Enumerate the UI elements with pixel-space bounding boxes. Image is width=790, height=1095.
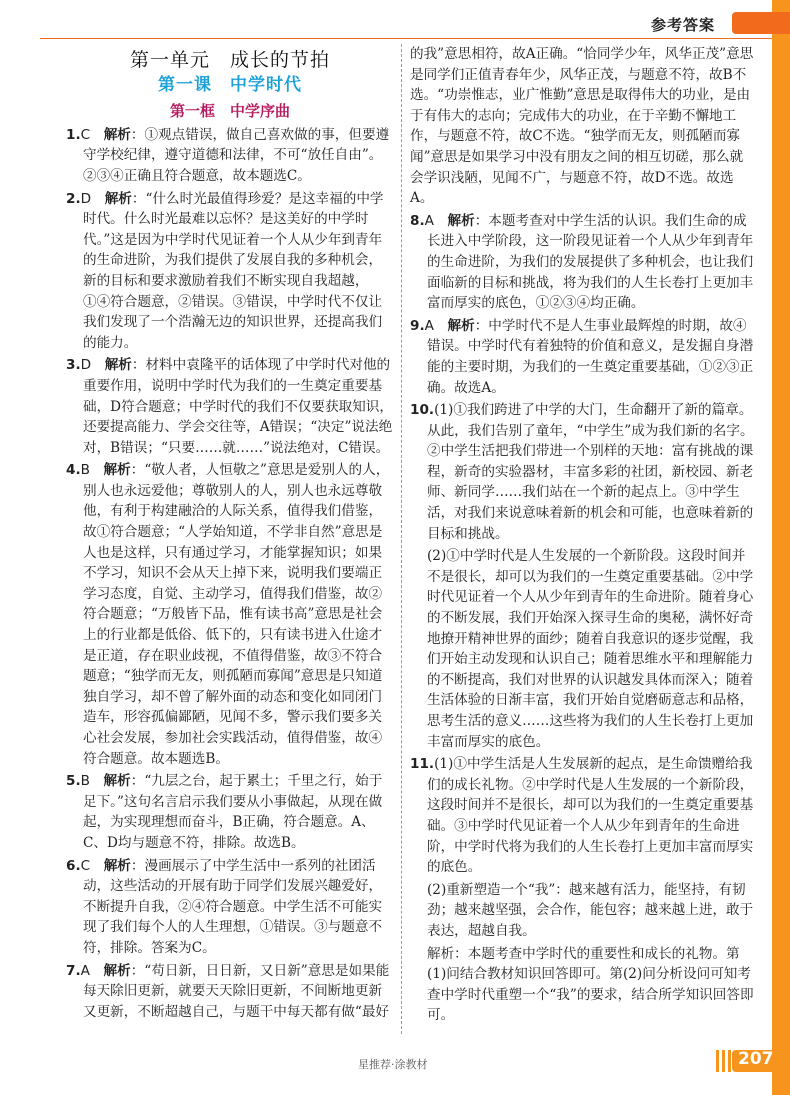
answer-text: ：中学时代不是人生事业最辉煌的时期，故④错误。中学时代有着独特的价值和意义，是发掘自身潜能的主要时期，为我们的一生奠定重要基础，①②③正确。故选A。	[427, 317, 754, 396]
answer-item	[66, 856, 394, 959]
footer-stripe	[716, 1050, 719, 1072]
question-number: 8.	[410, 212, 425, 229]
answer-item	[66, 961, 394, 1023]
question-number: 3.	[66, 357, 81, 374]
analysis-label: 解析	[104, 190, 132, 207]
answer-text: ：漫画展示了中学生活中一系列的社团活动，这些活动的开展有助于同学们发展兴趣爱好，不断提升自我，②④符合题意。中学生活不可能实现了我们每个人的人生理想，①错误。③与题意不符，排除。答案为C。	[83, 857, 383, 956]
answer-text: (1)①我们跨进了中学的大门，生命翻开了新的篇章。从此，我们告别了童年，“中学生”成为我们新的名字。②中学生活把我们带进一个别样的天地：富有挑战的课程，新奇的实验器材，丰富多彩的社团，新校园、新老师、新同学……我们站在一个新的起点上。③中学生活，对我们来说意味着新的机会和可能，也意味着新的目标和挑战。	[427, 402, 754, 542]
footer-brand: 星推荐·涂教材	[358, 1058, 428, 1071]
section-title: 第一框 中学序曲	[169, 102, 290, 121]
footer-stripe	[728, 1050, 731, 1072]
question-number: 4.	[66, 462, 81, 479]
answer-text: (2)重新塑造一个“我”：越来越有活力，能坚持，有韧劲；越来越坚强，会合作，能包容；越来越上进，敢于表达，超越自我。	[427, 881, 754, 939]
answer-text: ：①观点错误，做自己喜欢做的事，但要遵守学校纪律，遵守道德和法律，不可“放任自由”。②③④正确且符合题意，故本题选C。	[83, 126, 390, 184]
question-number: 1.	[66, 126, 81, 143]
analysis-label: 解析	[103, 857, 131, 874]
question-number: 5.	[66, 773, 81, 790]
answer-text: ：“什么时光最值得珍爱？是这幸福的中学时代。什么时光最难以忘怀？是这美好的中学时代。”这是因为中学时代见证着一个人从少年到青年的生命进阶，为我们提供了发展自我的多种机会，新的目标和要求激励着我们不断实现自我超越，①④符合题意，②错误。③错误，中学时代不仅让我们发现了一个浩瀚无边的知识世界，还提高我们的能力。	[83, 190, 384, 351]
left-column	[66, 44, 394, 1024]
answer-item	[410, 546, 756, 752]
answer-item	[410, 880, 756, 942]
column-divider	[401, 44, 402, 1034]
lesson-title: 第一课 中学时代	[158, 74, 302, 95]
answer-letter: B	[80, 462, 90, 479]
answer-item	[410, 754, 756, 878]
answer-item	[410, 44, 756, 209]
answer-item	[66, 125, 394, 187]
analysis-label: 解析	[447, 317, 475, 334]
answer-text: ：“苟日新，日日新，又日新”意思是如果能每天除旧更新，就要天天除旧更新，不间断地更新又更新，不断超越自己，与题干中每天都有做“最好	[83, 962, 390, 1020]
header-tab	[732, 12, 790, 34]
question-number: 11.	[410, 756, 435, 773]
answer-text: (2)①中学时代是人生发展的一个新阶段。这段时间并不是很长，却可以为我们的一生奠定重要基础。②中学时代见证着一个人从少年到青年的生命进阶。随着身心的不断发展，我们开始深入探寻生命的奥秘，满怀好奇地撩开精神世界的面纱；随着自我意识的逐步觉醒，我们开始主动发现和认识自己；随着思维水平和理解能力的不断提高，我们对世界的认识越发具体而深入；随着生活体验的日渐丰富，我们开始自觉磨砺意志和品格，思考生活的意义……这些将为我们的人生长卷打上更加丰富而厚实的底色。	[427, 548, 754, 750]
answer-letter: A	[424, 317, 434, 334]
analysis-label: 解析	[103, 962, 131, 979]
answer-letter: B	[80, 773, 90, 790]
answer-text: 的我”意思相符，故A正确。“恰同学少年，风华正茂”意思是同学们正值青春年少，风华正茂，与题意不符，故B不选。“功崇惟志，业广惟勤”意思是取得伟大的功业，是由于有伟大的志向；完成伟大的功业，在于辛勤不懈地工作，与题意不符，故C不选。“独学而无友，则孤陋而寡闻”意思是如果学习中没有朋友之间的相互切磋，那么就会学识浅陋，见闻不广，与题意不符，故D不选。故选A。	[410, 46, 754, 207]
analysis-label: 解析	[103, 462, 131, 479]
answer-item	[410, 944, 756, 1026]
answer-item	[66, 189, 394, 354]
answer-letter: C	[80, 126, 91, 143]
answer-text: ：本题考查对中学生活的认识。我们生命的成长进入中学阶段，这一阶段见证着一个人从少年到青年的生命进阶，为我们的发展提供了多种机会，也让我们面临新的目标和挑战，将为我们的人生长卷打上更加丰富而厚实的底色，①②③④均正确。	[427, 212, 754, 312]
answer-item	[66, 355, 394, 458]
header-rule	[40, 38, 772, 39]
answer-letter: D	[80, 357, 92, 374]
answer-item	[410, 211, 756, 314]
answer-item	[66, 460, 394, 769]
edge-strip	[772, 0, 790, 1095]
answer-letter: D	[80, 190, 92, 207]
answer-item	[66, 771, 394, 853]
answer-text: ：材料中袁隆平的话体现了中学时代对他的重要作用，说明中学时代为我们的一生奠定重要基础，D符合题意；中学时代的我们不仅要获取知识，还要提高能力、学会交往等，A错误；“决定”说法绝对，B错误；“只要……就……”说法绝对，C错误。	[83, 357, 393, 456]
header-label: 参考答案	[651, 16, 716, 34]
left-answer-list	[66, 125, 394, 1023]
analysis-label: 解析	[104, 357, 132, 374]
analysis-label: 解析	[103, 126, 131, 143]
right-column	[410, 44, 756, 1028]
analysis-label: 解析	[447, 212, 475, 229]
answer-text: ：“敬人者，人恒敬之”意思是爱别人的人，别人也永远爱他；尊敬别人的人，别人也永远尊敬他，有利于构建融洽的人际关系，值得我们借鉴，故①符合题意；“人学始知道，不学非自然”意思是人也是这样，只有通过学习，才能掌握知识；如果不学习，知识不会从天上掉下来，说明我们要端正学习态度，自觉、主动学习，值得我们借鉴，故②符合题意；“万般皆下品，惟有读书高”意思是社会上的行业都是低俗、低下的，只有读书进入仕途才是正道，存在职业歧视，不值得借鉴，故③不符合题意；“独学而无友，则孤陋而寡闻”意思是只知道独自学习，却不曾了解外面的动态和变化如同闭门造车，形容孤偏鄙陋，见闻不多，警示我们要多关心社会发展，参加社会实践活动，值得借鉴，故④符合题意。故本题选B。	[83, 462, 390, 767]
answer-letter: A	[80, 962, 90, 979]
unit-title: 第一单元 成长的节拍	[129, 49, 330, 71]
answer-letter: A	[424, 212, 434, 229]
analysis-label: 解析	[103, 773, 131, 790]
question-number: 6.	[66, 857, 81, 874]
answer-text: ：“九层之台，起于累土；千里之行，始于足下。”这句名言启示我们要从小事做起，从现在做起，为实现理想而奋斗，B正确，符合题意。A、C、D均与题意不符，排除。故选B。	[83, 773, 383, 851]
question-number: 9.	[410, 317, 425, 334]
question-number: 7.	[66, 962, 81, 979]
answer-letter: C	[80, 857, 91, 874]
footer-stripe	[722, 1050, 725, 1072]
answer-text: (1)①中学生活是人生发展新的起点，是生命馈赠给我们的成长礼物。②中学时代是人生发展的一个新阶段，这段时间并不是很长，却可以为我们的一生奠定重要基础。③中学时代见证着一个人从少年到青年的生命进阶，中学时代将为我们的人生长卷打上更加丰富而厚实的底色。	[427, 756, 754, 876]
answer-item	[410, 400, 756, 544]
right-answer-list	[410, 44, 756, 1026]
page-number: 207	[738, 1049, 774, 1069]
question-number: 2.	[66, 190, 81, 207]
question-number: 10.	[410, 402, 435, 419]
answer-item	[410, 316, 756, 398]
answer-text: 解析：本题考查中学时代的重要性和成长的礼物。第(1)问结合教材知识回答即可。第(2)问分析设问可知考查中学时代重塑一个“我”的要求，结合所学知识回答即可。	[427, 945, 754, 1024]
